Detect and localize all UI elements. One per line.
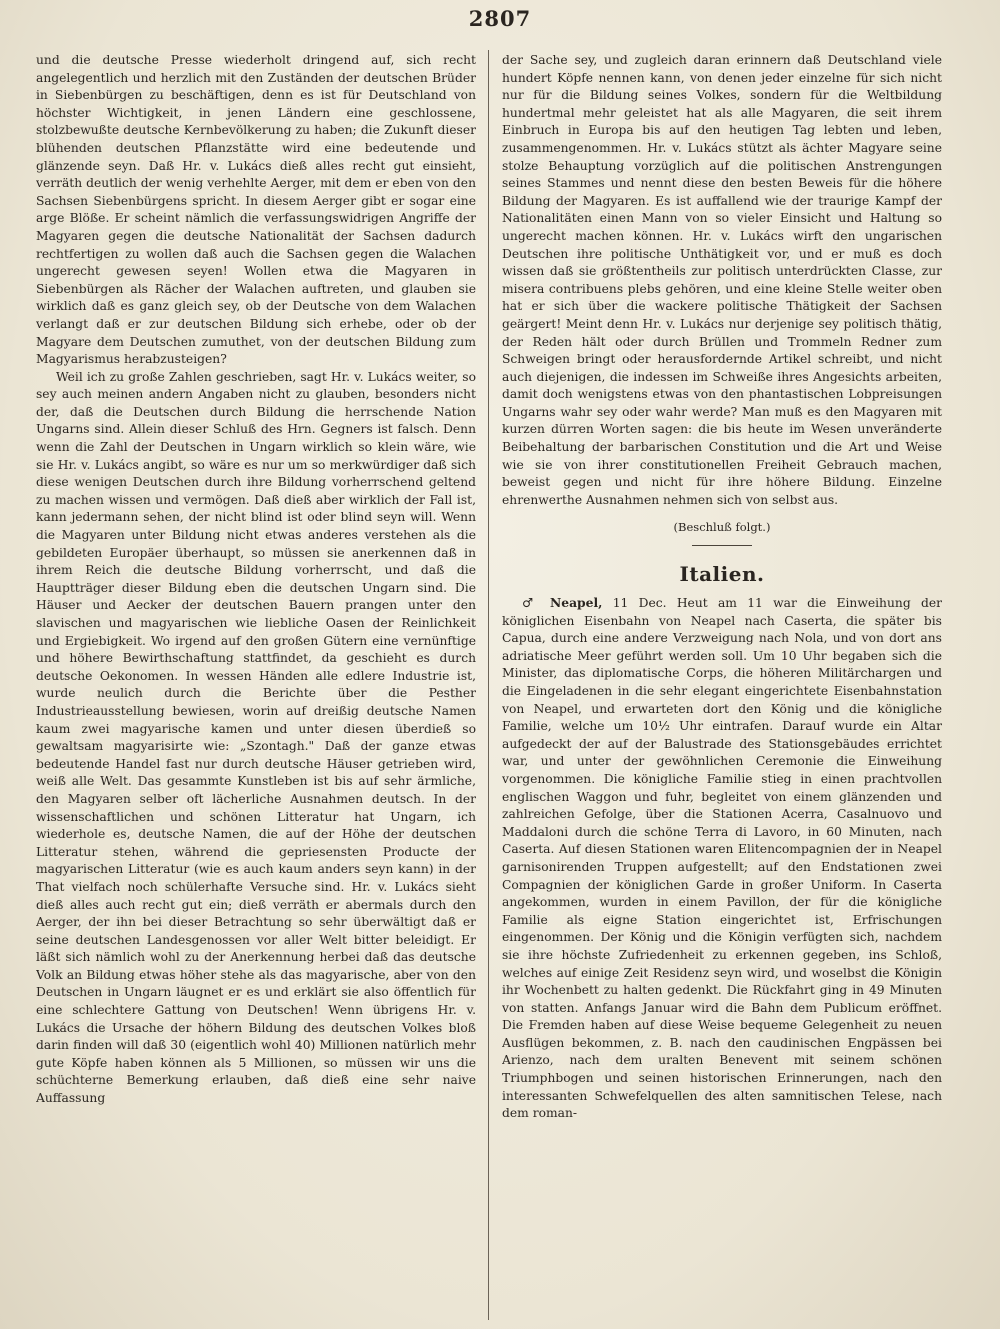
left-column xyxy=(36,52,476,1320)
right-column xyxy=(502,52,942,1320)
left-paragraph-2: Weil ich zu große Zahlen geschrieben, sagt Hr. v. Lukács weiter, so sey auch meinen andern Angaben nicht zu glauben, besonders nicht der, daß die Deutschen durch Bildung die herrschende Nation Ungarns sind. Allein dieser Schluß des Hrn. Gegners ist falsch. Denn wenn die Zahl der Deutschen in Ungarn wirklich so klein wäre, wie sie Hr. v. Lukács angibt, so wäre es nur um so merkwürdiger daß sich diese wenigen Deutschen durch ihre Bildung vorherrschend geltend zu machen wissen und vermögen. Daß dieß aber wirklich der Fall ist, kann jedermann sehen, der nicht blind ist oder blind seyn will. Wenn die Magyaren unter Bildung nicht etwas anderes verstehen als die gebildeten Europäer überhaupt, so müssen sie anerkennen daß in ihrem Reich die deutsche Bildung vorherrscht, und daß die Hauptträger dieser Bildung eben die deutschen Ungarn sind. Die Häuser und Aecker der deutschen Bauern prangen unter den slavischen und magyarischen wie liebliche Oasen der Reinlichkeit und Ergiebigkeit. Wo irgend auf den großen Gütern eine vernünftige und höhere Bewirthschaftung stattfindet, da geschieht es durch deutsche Oekonomen. In wessen Händen alle edlere Industrie ist, wurde neulich durch die Berichte über die Pesther Industrieausstellung bewiesen, worin auf dreißig deutsche Namen kaum zwei magyarische kamen und unter diesen überdieß so gewaltsam magyarisirte wie: „Szontagh." Daß der ganze etwas bedeutende Handel fast nur durch deutsche Häuser getrieben wird, weiß alle Welt. Das gesammte Kunstleben ist bis auf sehr ärmliche, den Magyaren selber oft lächerliche Ausnahmen deutsch. In der wissenschaftlichen und schönen Litteratur hat Ungarn, ich wiederhole es, deutsche Namen, die auf der Höhe der deutschen Litteratur stehen, während die gepriesensten Producte der magyarischen Litteratur (wie es auch kaum anders seyn kann) in der That vielfach noch schülerhafte Versuche sind. Hr. v. Lukács sieht dieß alles auch recht gut ein; dieß verräth er abermals durch den Aerger, der ihn bei dieser Betrachtung so sehr überwältigt daß er seine deutschen Landesgenossen vor aller Welt bitter beleidigt. Er läßt sich nämlich wohl zu der Anerkennung herbei daß das deutsche Volk an Bildung etwas höher stehe als das magyarische, aber von den Deutschen in Ungarn läugnet er es und erklärt sie also öffentlich für eine schlechtere Gattung von Deutschen! Wenn übrigens Hr. v. Lukács die Ursache der höhern Bildung des deutschen Volkes bloß darin finden will daß 30 (eigentlich wohl 40) Millionen natürlich mehr gute Köpfe haben können als 5 Millionen, so müssen wir uns die schüchterne Bemerkung erlauben, daß dieß eine sehr naive Auffassung xyxy=(36,369,476,1106)
article-dateline: ♂ Neapel, xyxy=(522,595,603,611)
article-paragraph xyxy=(502,594,942,1123)
section-heading: Italien. xyxy=(679,562,765,587)
right-paragraph-1: der Sache sey, und zugleich daran erinnern daß Deutschland viele hundert Köpfe nennen kann, von denen jeder einzelne für sich nicht nur für die Bildung seines Volkes, sondern für die Weltbildung hundertmal mehr geleistet hat als alle Magyaren, die seit ihrem Einbruch in Europa bis auf den heutigen Tag lebten und leben, zusammengenommen. Hr. v. Lukács stützt als ächter Magyare seine stolze Behauptung vorzüglich auf die politischen Anstrengungen seines Stammes und nennt diese den besten Beweis für die höhere Bildung der Magyaren. Es ist auffallend wie der traurige Kampf der Nationalitäten einen Mann von so vieler Einsicht und Haltung so ungerecht machen können. Hr. v. Lukács wirft den ungarischen Deutschen ihre politische Unthätigkeit vor, und er muß es doch wissen daß sie größtentheils zur politisch unterdrückten Classe, zur misera contribuens plebs gehören, und eine kleine Stelle weiter oben hat er sich über die wackere politische Thätigkeit der Sachsen geärgert! Meint denn Hr. v. Lukács nur derjenige sey politisch thätig, der Reden hält oder durch Brüllen und Trommeln Redner zum Schweigen bringt oder herausfordernde Artikel schreibt, und nicht auch diejenigen, die indessen im Schweiße ihres Angesichts arbeiten, damit doch wenigstens etwas von den phantastischen Lobpreisungen Ungarns wahr sey oder wahr werde? Man muß es den Magyaren mit kurzen dürren Worten sagen: die bis heute im Wesen unveränderte Beibehaltung der barbarischen Constitution und die Art und Weise wie sie von ihrer constitutionellen Freiheit Gebrauch machen, beweist gegen und nicht für ihre höhere Bildung. Einzelne ehrenwerthe Ausnahmen nehmen sich von selbst aus. xyxy=(502,53,942,507)
page-number: 2807 xyxy=(468,6,532,31)
column-divider xyxy=(488,50,489,1320)
article-text: 11 Dec. Heut am 11 war die Einweihung der königlichen Eisenbahn von Neapel nach Caserta, die später bis Capua, durch eine andere Verzweigung nach Nola, und von dort ans adriatische Meer geführt werden soll. Um 10 Uhr begaben sich die Minister, das diplomatische Corps, die höheren Militärchargen und die Eingeladenen in die sehr elegant eingerichtete Eisenbahnstation von Neapel, und erwarteten dort den König und die königliche Familie, welche um 10½ Uhr eintrafen. Darauf wurde ein Altar aufgedeckt der auf der Balustrade des Stationsgebäudes errichtet war, und unter der gewöhnlichen Ceremonie die Einweihung vorgenommen. Die königliche Familie stieg in einen prachtvollen englischen Waggon und fuhr, begleitet von einem glänzenden und zahlreichen Gefolge, über die Stationen Acerra, Casalnuovo und Maddaloni durch die schöne Terra di Lavoro, in 60 Minuten, nach Caserta. Auf diesen Stationen waren Elitencompagnien der in Neapel garnisonirenden Truppen aufgestellt; auf den Endstationen zwei Compagnien der königlichen Garde in großer Uniform. In Caserta angekommen, wurden in einem Pavillon, der für die königliche Familie als eigne Station eingerichtet ist, Erfrischungen eingenommen. Der König und die Königin verfügten sich, nachdem sie ihre höchste Zufriedenheit zu erkennen gegeben, ins Schloß, welches auf einige Zeit Residenz seyn wird, und woselbst die Königin ihr Wochenbett zu halten gedenkt. Die Rückfahrt ging in 49 Minuten von statten. Anfangs Januar wird die Bahn dem Publicum eröffnet. Die Fremden haben auf diese Weise bequeme Gelegenheit zu neuen Ausflügen bekommen, z. B. nach den caudinischen Engpässen bei Arienzo, nach dem uralten Benevent mit seinem schönen Triumphbogen und seinen historischen Erinnerungen, nach den interessanten Schwefelquellen des alten samnitischen Telese, nach dem roman- xyxy=(502,596,942,1121)
continuation-note: (Beschluß folgt.) xyxy=(673,520,771,535)
left-paragraph-1: und die deutsche Presse wiederholt dringend auf, sich recht angelegentlich und herzlich mit den Zuständen der deutschen Brüder in Siebenbürgen zu beschäftigen, denn es ist für Deutschland von höchster Wichtigkeit, in jenen Ländern eine geschlossene, stolzbewußte deutsche Kernbevölkerung zu haben; die Zukunft dieser blühenden deutschen Pflanzstätte wird eine bedeutende und glänzende seyn. Daß Hr. v. Lukács dieß alles recht gut einsieht, verräth deutlich der wenig verhehlte Aerger, mit dem er eben von den Sachsen Siebenbürgens spricht. In diesem Aerger gibt er sogar eine arge Blöße. Er scheint nämlich die verfassungswidrigen Angriffe der Magyaren gegen die deutsche Nationalität der Sachsen dadurch rechtfertigen zu wollen daß auch die Sachsen gegen die Walachen ungerecht gewesen seyen! Wollen etwa die Magyaren in Siebenbürgen als Rächer der Walachen auftreten, und glauben sie wirklich daß es ganz gleich sey, ob der Deutsche von dem Walachen verlangt daß er zur deutschen Bildung sich erhebe, oder ob der Magyare dem Deutschen zumuthet, von der deutschen Bildung zum Magyarismus herabzusteigen? xyxy=(36,53,476,367)
section-rule xyxy=(692,545,752,546)
